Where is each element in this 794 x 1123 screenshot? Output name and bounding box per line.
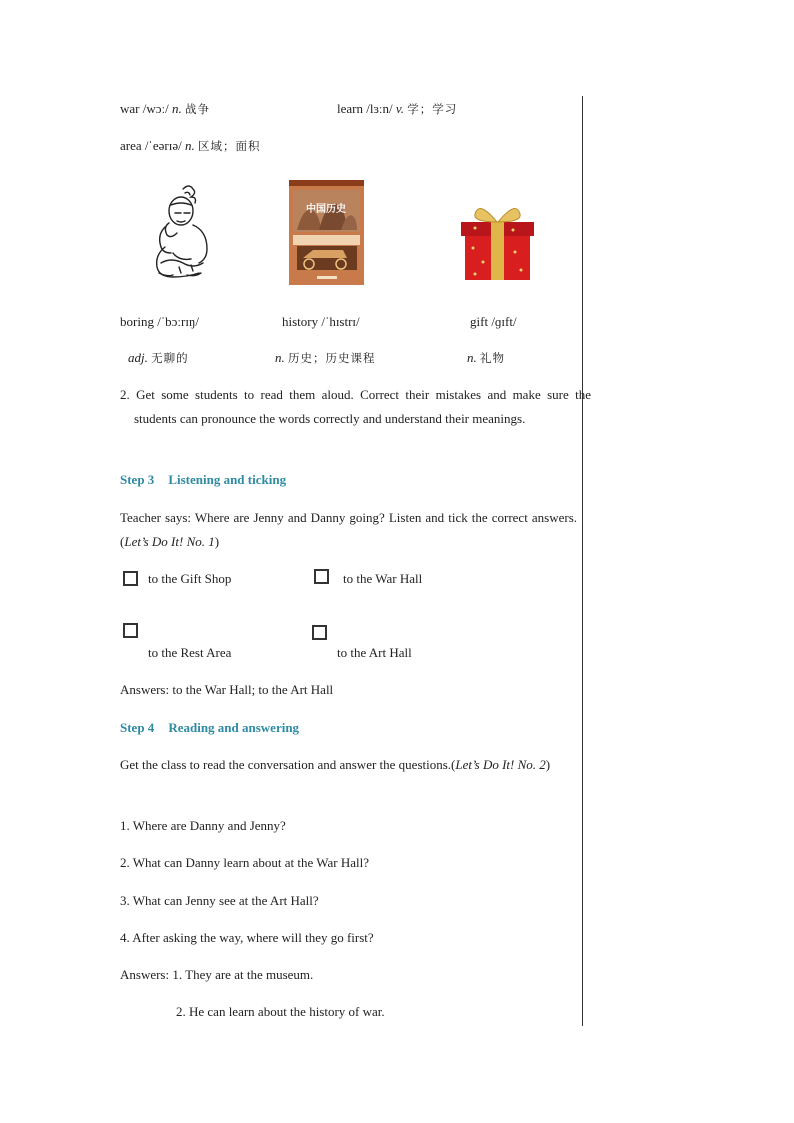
margin-rule bbox=[582, 96, 583, 1026]
question-3: 3. What can Jenny see at the Art Hall? bbox=[120, 893, 319, 908]
vocab-pos: n. bbox=[467, 350, 477, 365]
vocab-meaning: 礼物 bbox=[480, 351, 505, 365]
step-title: Reading and answering bbox=[168, 720, 300, 735]
step-number: Step 4 bbox=[120, 720, 155, 735]
vocab-meaning: 无聊的 bbox=[151, 351, 189, 365]
vocab-pos: n. bbox=[184, 138, 195, 153]
question-2: 2. What can Danny learn about at the War Hall? bbox=[120, 855, 369, 870]
vocab-pos: adj. bbox=[128, 350, 148, 365]
option-war-hall: to the War Hall bbox=[343, 571, 423, 586]
checkbox-art-hall[interactable] bbox=[312, 625, 327, 640]
step-4-answers bbox=[120, 967, 313, 983]
step-3-answers: Answers: to the War Hall; to the Art Hall bbox=[120, 682, 334, 697]
vocab-phonetic: /ˈhɪstrɪ/ bbox=[321, 314, 360, 329]
instruction-2: 2. Get some students to read them aloud. Correct their mistakes and make sure the students can pronounce the words correctly and understand their meanings. bbox=[120, 387, 591, 426]
vocab-meaning: 学；学习 bbox=[407, 102, 458, 116]
answer-2: 2. He can learn about the history of war. bbox=[176, 1004, 385, 1019]
bored-person-drawing bbox=[143, 183, 213, 287]
step-4-intro: Get the class to read the conversation and answer the questions.(Let’s Do It! No. 2) bbox=[120, 757, 551, 772]
step-number: Step 3 bbox=[120, 472, 155, 487]
book-title: 中国历史 bbox=[306, 204, 346, 215]
vocab-phonetic: /ˈeərɪə/ bbox=[144, 138, 182, 153]
option-rest-area: to the Rest Area bbox=[148, 645, 232, 660]
vocab-boring bbox=[120, 314, 199, 330]
vocab-phonetic: /ˈbɔːrɪŋ/ bbox=[157, 314, 200, 329]
vocab-war bbox=[120, 101, 210, 117]
vocab-meaning: 历史；历史课程 bbox=[288, 351, 376, 365]
question-1: 1. Where are Danny and Jenny? bbox=[120, 818, 286, 833]
vocab-word: boring bbox=[120, 314, 154, 329]
vocab-meaning: 战争 bbox=[185, 102, 210, 116]
vocab-word: war bbox=[120, 101, 140, 116]
vocab-pos: v. bbox=[395, 101, 404, 116]
vocab-phonetic: /wɔː/ bbox=[142, 101, 169, 116]
checkbox-gift-shop[interactable] bbox=[123, 571, 138, 586]
meaning-history bbox=[275, 350, 376, 366]
vocab-word: area bbox=[120, 138, 142, 153]
option-gift-shop: to the Gift Shop bbox=[148, 571, 232, 586]
step-title: Listening and ticking bbox=[168, 472, 287, 487]
vocab-word: gift bbox=[470, 314, 489, 329]
vocab-pos: n. bbox=[275, 350, 285, 365]
step-4-heading bbox=[120, 720, 299, 736]
vocab-gift bbox=[470, 314, 517, 330]
step-3-intro: Teacher says: Where are Jenny and Danny going? Listen and tick the correct answers.(Let’s Do It! No. 1) bbox=[120, 510, 577, 549]
vocab-area bbox=[120, 138, 260, 154]
vocab-history bbox=[282, 314, 360, 330]
vocab-phonetic: /ɡɪft/ bbox=[491, 314, 517, 329]
meaning-gift bbox=[467, 350, 505, 366]
vocab-phonetic: /lɜːn/ bbox=[366, 101, 393, 116]
vocab-learn bbox=[337, 101, 457, 117]
textbook-reference: Let’s Do It! No. 1 bbox=[124, 534, 215, 549]
step-3-heading bbox=[120, 472, 286, 488]
checkbox-war-hall[interactable] bbox=[314, 569, 329, 584]
option-art-hall: to the Art Hall bbox=[337, 645, 412, 660]
vocab-word: history bbox=[282, 314, 319, 329]
vocab-meaning: 区域；面积 bbox=[197, 139, 261, 153]
answers-label: Answers: bbox=[120, 967, 170, 982]
vocab-word: learn bbox=[337, 101, 363, 116]
textbook-reference: Let’s Do It! No. 2 bbox=[455, 757, 546, 772]
checkbox-rest-area[interactable] bbox=[123, 623, 138, 638]
answer-1: 1. They are at the museum. bbox=[172, 967, 314, 982]
vocab-pos: n. bbox=[172, 101, 182, 116]
question-4: 4. After asking the way, where will they go first? bbox=[120, 930, 374, 945]
history-book-cover bbox=[289, 180, 364, 289]
meaning-boring bbox=[128, 350, 189, 366]
gift-box bbox=[455, 200, 540, 289]
